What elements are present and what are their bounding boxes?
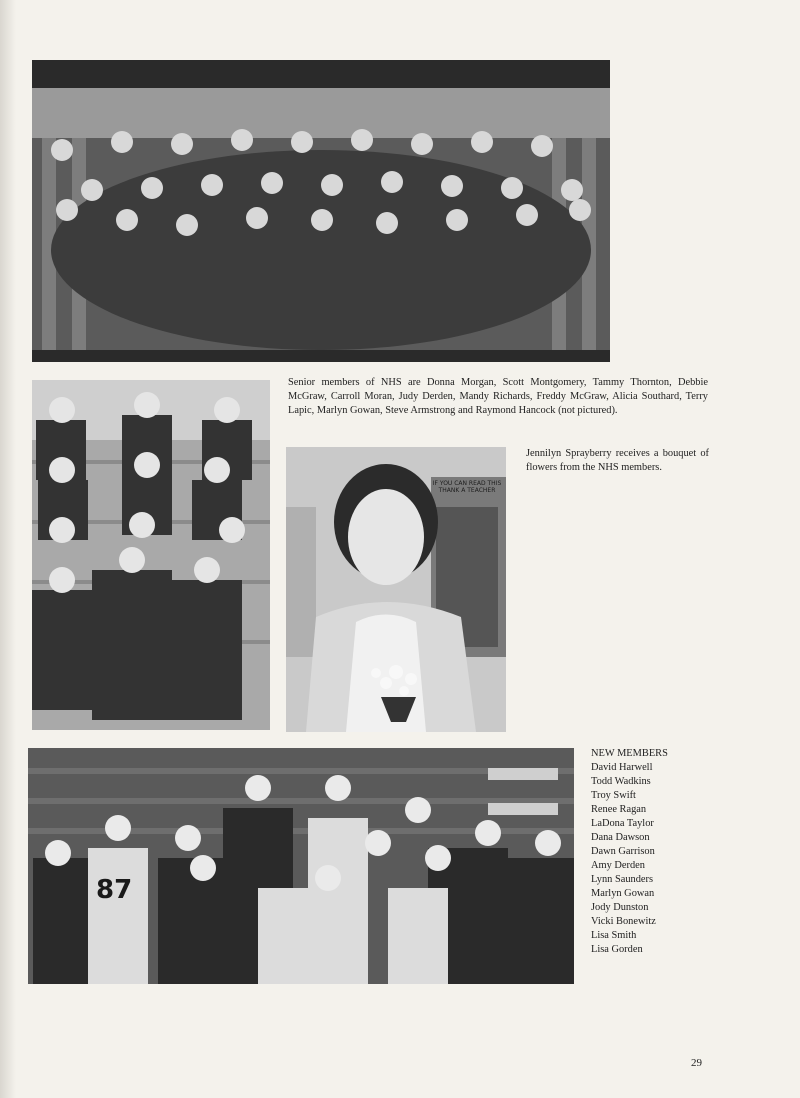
jersey-number: 87 <box>96 875 133 905</box>
page-number: 29 <box>691 1057 702 1069</box>
new-member-name: Amy Derden <box>591 860 645 871</box>
group-photo-new-members <box>28 748 574 984</box>
group-photo-senior-members <box>32 380 270 730</box>
caption-senior-members: Senior members of NHS are Donna Morgan, Scott Montgomery, Tammy Thornton, Debbie McGraw, Carroll Moran, Judy Derden, Mandy Richards, Freddy McGraw, Alicia Southard, Terry Lapic, Marlyn Gowan, Steve Armstrong and Raymond Hancock (not pictured). <box>288 377 708 416</box>
caption-jennilyn-bouquet: Jennilyn Sprayberry receives a bouquet of flowers from the NHS members. <box>526 448 709 473</box>
group-photo-nhs-robes <box>32 60 610 362</box>
new-members-names <box>591 761 731 957</box>
new-member-name: Dawn Garrison <box>591 846 655 857</box>
new-members-heading: NEW MEMBERS <box>591 748 668 759</box>
new-member-name: Lisa Smith <box>591 930 637 941</box>
new-member-name: Renee Ragan <box>591 804 647 815</box>
group-photo-senior-members-image <box>32 380 270 730</box>
new-member-name: David Harwell <box>591 762 653 773</box>
new-member-name: Lisa Gorden <box>591 944 643 955</box>
group-photo-nhs-robes-image <box>32 60 610 362</box>
new-member-name: Troy Swift <box>591 790 636 801</box>
new-member-name: Jody Dunston <box>591 902 649 913</box>
new-member-name: Vicki Bonewitz <box>591 916 656 927</box>
new-member-name: Marlyn Gowan <box>591 888 655 899</box>
new-member-name: Todd Wadkins <box>591 776 651 787</box>
group-photo-new-members-image <box>28 748 574 984</box>
new-member-name: Lynn Saunders <box>591 874 654 885</box>
new-member-name: Dana Dawson <box>591 832 650 843</box>
new-members-list <box>591 747 731 957</box>
new-member-name: LaDona Taylor <box>591 818 654 829</box>
page-binding-shadow <box>0 0 16 1098</box>
poster-text: IF YOU CAN READ THIS THANK A TEACHER <box>432 480 502 494</box>
